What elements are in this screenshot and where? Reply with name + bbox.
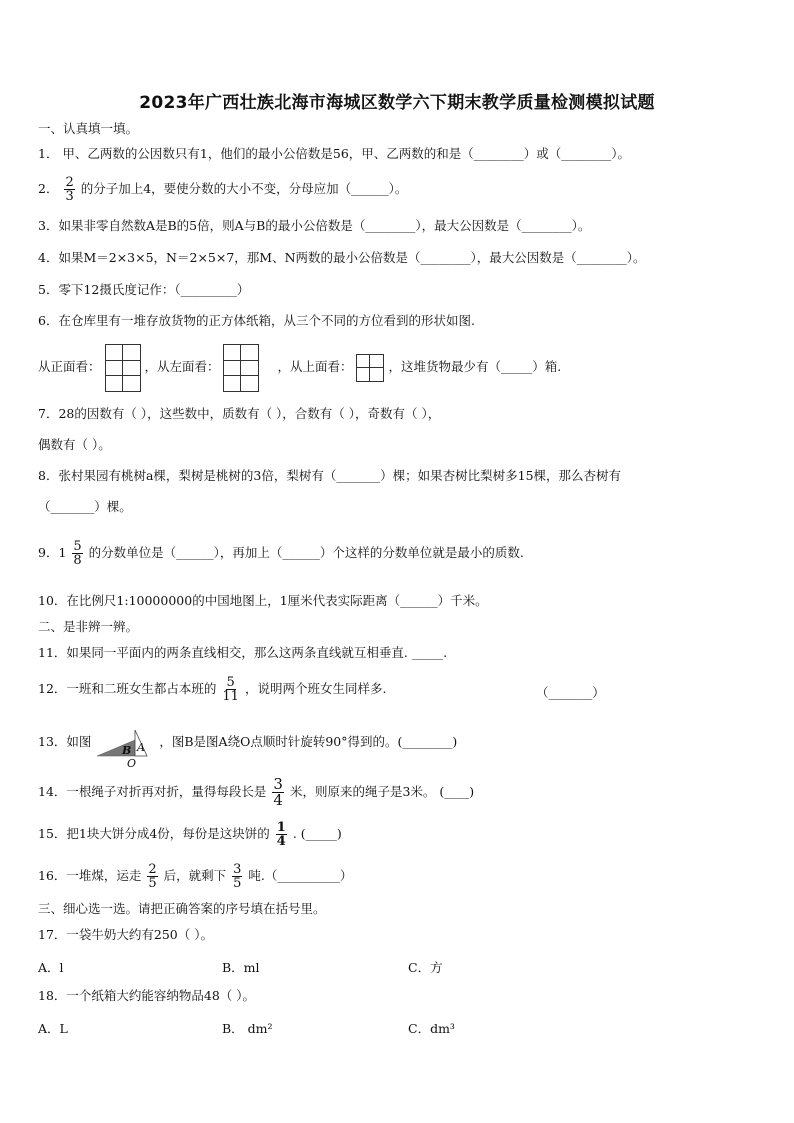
fraction-numerator: 5 <box>73 539 82 554</box>
rotated-triangles-icon <box>95 728 155 768</box>
question-18-option-b: B． dm² <box>222 1021 273 1036</box>
question-17: 17．一袋牛奶大约有250（ ）。 <box>38 927 213 942</box>
question-18-option-c: C．dm³ <box>408 1021 455 1036</box>
question-7-line-2: 偶数有（ ）。 <box>38 437 111 452</box>
fraction-denominator: 5 <box>148 876 157 891</box>
fraction-2-3 <box>64 176 74 203</box>
question-17-option-b: B．ml <box>222 960 260 975</box>
top-view-grid-icon <box>356 354 384 382</box>
question-16 <box>38 858 352 894</box>
fraction-numerator: 3 <box>273 775 283 793</box>
fraction-denominator: 5 <box>233 876 242 891</box>
fraction-denominator: 8 <box>73 553 82 568</box>
question-9-label: 9．1 <box>38 545 67 560</box>
top-view-label: ，从上面看： <box>277 359 353 374</box>
left-view-grid-icon <box>223 344 259 392</box>
question-2-text: 的分子加上4，要使分数的大小不变，分母应加（______）。 <box>80 181 408 196</box>
question-12-label: 12．一班和二班女生都占本班的 <box>38 681 217 696</box>
fraction-3-5 <box>232 863 242 890</box>
fraction-denominator: 4 <box>276 834 286 849</box>
rotation-triangle-figure <box>95 728 155 768</box>
question-13 <box>38 722 458 768</box>
question-5: 5．零下12摄氏度记作：（_________） <box>38 282 250 297</box>
question-2-label: 2． <box>38 181 59 196</box>
question-4: 4．如果M＝2×3×5，N＝2×5×7，那M、N两数的最小公倍数是（________），最大公因数是（________）。 <box>38 250 646 265</box>
question-6: 6．在仓库里有一堆存放货物的正方体纸箱，从三个不同的方位看到的形状如图. <box>38 313 475 328</box>
fraction-numerator: 1 <box>276 820 286 835</box>
question-8-line-2: （_______）棵。 <box>38 499 132 514</box>
page-title: 2023年广西壮族北海市海城区数学六下期末教学质量检测模拟试题 <box>139 93 655 113</box>
question-2 <box>38 172 407 206</box>
question-16-text: 吨.（__________） <box>248 868 353 883</box>
fraction-denominator: 11 <box>222 689 239 704</box>
question-18-option-a: A．L <box>38 1021 68 1036</box>
fraction-numerator: 5 <box>226 675 235 690</box>
question-1: 1． 甲、乙两数的公因数只有1，他们的最小公倍数是56，甲、乙两数的和是（________）或（________）。 <box>38 146 631 161</box>
fraction-numerator: 2 <box>65 175 74 190</box>
question-7-line-1: 7．28的因数有（ ），这些数中，质数有（ ），合数有（ ），奇数有（ ）， <box>38 406 441 421</box>
section-heading-3: 三、细心选一选。请把正确答案的序号填在括号里。 <box>38 901 326 916</box>
question-16-mid: 后，就剩下 <box>163 868 227 883</box>
question-12-blank: （_______） <box>536 685 605 700</box>
question-6-views <box>38 342 561 392</box>
question-15-label: 15．把1块大饼分成4份，每份是这块饼的 <box>38 826 270 841</box>
question-6-answer: ，这堆货物最少有（_____）箱. <box>388 359 562 374</box>
figure-label-a: A <box>137 740 146 754</box>
question-14 <box>38 774 474 810</box>
left-view-label: ，从左面看： <box>144 359 220 374</box>
section-heading-1: 一、认真填一填。 <box>38 121 139 136</box>
fraction-numerator: 3 <box>233 862 242 877</box>
question-10: 10．在比例尺1:10000000的中国地图上，1厘米代表实际距离（______）千米。 <box>38 593 488 608</box>
question-13-label: 13．如图 <box>38 734 92 749</box>
front-view-grid-icon <box>105 344 141 392</box>
figure-label-b: B <box>122 743 132 757</box>
question-14-label: 14．一根绳子对折再对折，量得每段长是 <box>38 784 267 799</box>
question-16-label: 16．一堆煤，运走 <box>38 868 142 883</box>
question-15-text: . (_____) <box>292 826 342 841</box>
fraction-3-4 <box>272 777 284 808</box>
fraction-denominator: 3 <box>65 189 74 204</box>
question-17-option-a: A．l <box>38 960 64 975</box>
question-17-option-c: C．方 <box>408 960 443 975</box>
question-14-text: 米，则原来的绳子是3米。 (____) <box>289 784 475 799</box>
question-13-text: ，图B是图A绕O点顺时针旋转90°得到的。(________) <box>159 734 458 749</box>
question-18: 18．一个纸箱大约能容纳物品48（ ）。 <box>38 988 256 1003</box>
question-12 <box>38 671 386 707</box>
question-8-line-1: 8．张村果园有桃树a棵，梨树是桃树的3倍，梨树有（_______）棵；如果杏树比梨树多15棵，那么杏树有 <box>38 468 622 483</box>
question-15 <box>38 818 342 850</box>
question-12-text: ，说明两个班女生同样多. <box>244 681 387 696</box>
figure-label-o: O <box>127 756 137 768</box>
fraction-1-4 <box>276 821 287 848</box>
question-9 <box>38 535 524 571</box>
fraction-5-8 <box>72 540 82 567</box>
question-9-text: 的分数单位是（______），再加上（______）个这样的分数单位就是最小的质数. <box>88 545 524 560</box>
fraction-numerator: 2 <box>148 862 157 877</box>
front-view-label: 从正面看： <box>38 359 101 374</box>
fraction-denominator: 4 <box>273 791 283 809</box>
fraction-5-11 <box>222 676 239 703</box>
question-11: 11．如果同一平面内的两条直线相交，那么这两条直线就互相垂直. _____. <box>38 645 448 660</box>
question-3: 3．如果非零自然数A是B的5倍，则A与B的最小公倍数是（________），最大公因数是（________）。 <box>38 218 591 233</box>
section-heading-2: 二、是非辨一辨。 <box>38 619 139 634</box>
fraction-2-5 <box>147 863 157 890</box>
